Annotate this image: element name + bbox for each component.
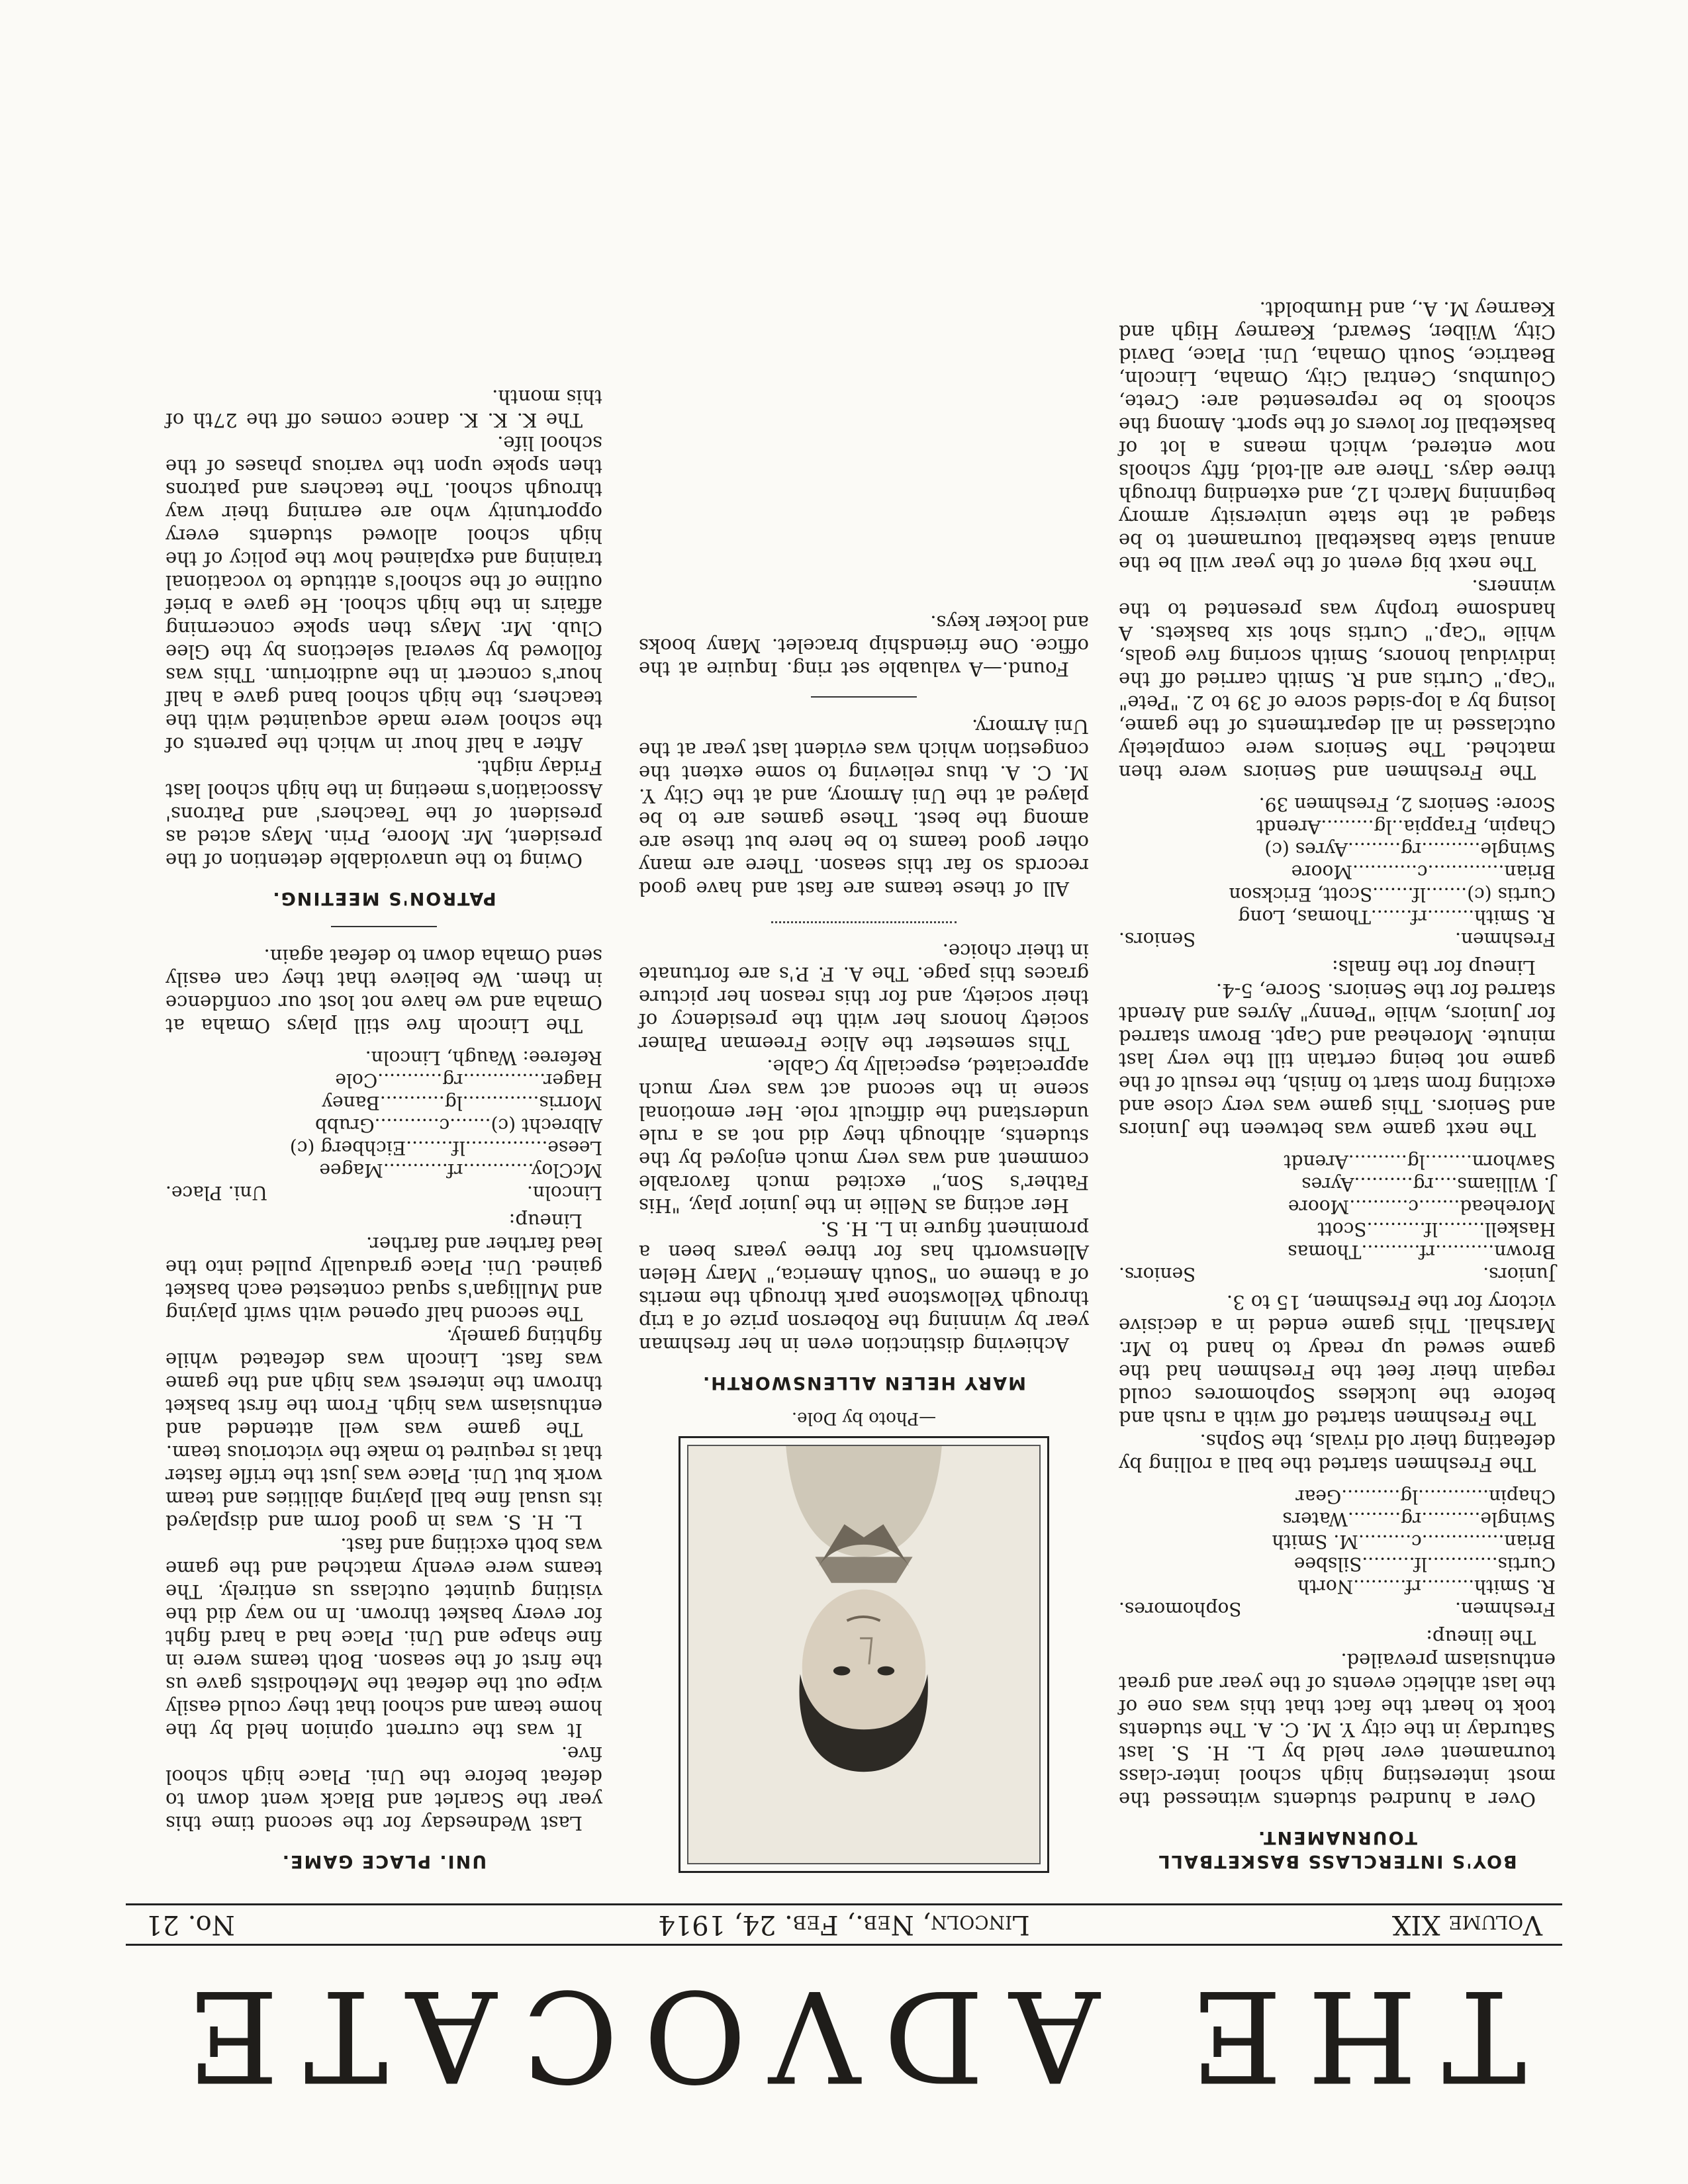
lineup-row: Brown..........rf..........Thomas	[1288, 1241, 1556, 1263]
issue-label: No. 21	[146, 1909, 235, 1940]
kkk-dance-note: The K. K. K. dance comes off the 27th of this month.	[165, 386, 602, 432]
uniplace-paragraph-3: L. H. S. was in good form and displayed its usual fine ball playing abilities and team work but Uni. Place was just the trifle faster that is required to make the victorious team.	[165, 1441, 602, 1533]
uniplace-paragraph-4: The game was well attended and enthusiasm was high. From the first basket thrown the interest was high and the game was fast. Lincoln was defeated while fighting gamely.	[165, 1326, 602, 1441]
portrait-illustration	[688, 1446, 1039, 1863]
lineup-row: Chapin............lg..........Gear	[1295, 1486, 1556, 1508]
found-notice: Found.—A valuable set ring. Inquire at the office. One friendship bracelet. Many books and locker keys.	[639, 612, 1089, 680]
uniplace-paragraph-5: The second half opened with swift playing and Mulligan's squad contested each basket gained. Uni. Place gradually pulled into the lead farther and farther.	[165, 1233, 602, 1325]
lineup-row: Sawhorn........lg..........Arendt	[1284, 1151, 1556, 1173]
tournament-intro: Over a hundred students witnessed the most interesting high school inter-class tournament ever held by L. H. S. last Saturday in the city Y. M. C. A. The students took to heart the fact that this was one of the last athletic events of the year and great enthusiasm prevailed.	[1119, 1649, 1556, 1811]
lineup-row: McCloy............rf...........Magee	[319, 1160, 602, 1181]
lineup-row: Curtis (c).......lf.......Scott, Erickson	[1229, 884, 1556, 905]
game1-lineup	[1119, 1485, 1556, 1620]
column-right	[165, 385, 602, 1873]
lineup-row: Albrecht (c).......c...........Grubb	[315, 1115, 602, 1136]
finals-intro: Lineup for the finals:	[1331, 956, 1536, 979]
uniplace-lineup	[165, 1046, 602, 1204]
photo-credit: —Photo by Dole.	[791, 1408, 937, 1428]
finals-score: Score: Seniors 2, Freshmen 39.	[1258, 794, 1556, 815]
lineup-row: Morris.............lg...........Baney	[322, 1092, 602, 1114]
referee: Referee: Waugh, Lincoln.	[365, 1047, 602, 1069]
date-label: Lincoln, Neb., Feb. 24, 1914	[658, 1909, 1030, 1940]
teams-note: All of these teams are fast and have good records so far this season. There are many other good teams to be here but these are among the best. These games are to be played at the Uni Armory, and at the City Y. M. C. A. thus relieving to some extent the congestion which was evident last year at the Uni Armory.	[639, 715, 1089, 900]
dateline	[126, 1903, 1562, 1946]
portrait-photo	[679, 1436, 1049, 1873]
lineup-row: Leese..............lf........Eichberg (c)	[289, 1137, 602, 1159]
column-middle	[639, 611, 1089, 1873]
state-tournament-text: The next big event of the year will be the annual state basketball tournament to be staged at the state university armory beginning March 12, and extending through three days. There are all-told, fifty schools now entered, which means a lot of basketball for lovers of the sport. Among the schools to be represented are: Crete, Columbus, Central City, Omaha, Lincoln, Beatrice, South Omaha, Uni. Place, David City, Wilber, Seward, Kearney High and Kearney M. A., and Humboldt.	[1119, 298, 1556, 575]
patrons-heading: PATRON'S MEETING.	[271, 888, 496, 909]
game1-text: The Freshmen started off with a rush and before the luckless Sophomores could regain their feet the Freshmen had the game sewed up ready to hand to Mr. Marshall. This game ended in a decisive victory for the Freshmen, 15 to 3.	[1119, 1291, 1556, 1430]
game1-intro: The Freshmen started the ball a rolling by defeating their old rivals, the Sophs.	[1119, 1430, 1556, 1476]
lineup-row: Brian.............c...........Moore	[1291, 861, 1556, 883]
uniplace-paragraph-1: Last Wednesday for the second time this year the Scarlet and Black went down to defeat before the Uni. Place high school five.	[165, 1743, 602, 1835]
uniplace-paragraph-6: The Lincoln five still plays Omaha at Omaha and we have not lost our confidence in them. We believe that they can easily send Omaha down to defeat again.	[165, 945, 602, 1037]
lineup-row: Swingle..........rg.........Ayres (c)	[1264, 839, 1556, 860]
lineup-row: R. Smith........rf.......Thomas, Long	[1238, 906, 1556, 928]
lineup-row: Haskell........lf..........Scott	[1317, 1218, 1556, 1240]
decorative-divider	[771, 915, 957, 923]
patrons-paragraph-2: After a half hour in which the parents of the school were made acquainted with the teachers, the high school band gave a half hour's concert in the auditorium. This was followed by several selections by the Glee Club. Mr. Mays then spoke concerning affairs in the high school. He gave a brief outline of the school's attitude to vocational training and explained how the policy of the high school allowed students every opportunity who are earning their way through school. The teachers and patrons then spoke upon the various phases of the school life.	[165, 432, 602, 756]
lineup-header: Lincoln. Uni. Place.	[165, 1182, 602, 1204]
lineup-row: Hager..............rg...........Cole	[335, 1069, 602, 1091]
lineup-row: Brian..............c.........M. Smith	[1272, 1531, 1556, 1553]
tournament-lineup-intro: The lineup:	[1426, 1626, 1536, 1649]
lineup-header: Freshmen. Sophomores.	[1119, 1598, 1556, 1620]
lineup-row: R. Smith.........rf.........North	[1297, 1576, 1556, 1598]
finals-text: The Freshmen and Seniors were then matched. The Seniors were completely outclassed in all departments of the game, losing by a lop-sided score of 39 to 2. "Pete" "Cap." Curtis and R. Smith carried off the individual honors, Smith scoring five goals, while "Cap." Curtis shot six baskets. A handsome trophy was presented to the winners.	[1119, 576, 1556, 784]
column-left	[1119, 297, 1556, 1873]
game2-text: The next game was between the Juniors and Seniors. This game was very close and exciting from start to finish, the result of the game not being certain till the very last minute. Morehead and Capt. Brown starred for Juniors, while "Penny" Ayres and Arendt starred for the Seniors. Score, 5-4.	[1119, 979, 1556, 1141]
lineup-header: Juniors. Seniors.	[1119, 1263, 1556, 1285]
uniplace-lineup-intro: Lineup:	[508, 1210, 583, 1232]
finals-lineup	[1119, 793, 1556, 950]
patrons-paragraph-1: Owing to the unavoidable detention of the president, Mr. Moore, Prin. Mays acted as president of the Teachers' and Patrons' Association's meeting in the high school last Friday night.	[165, 756, 602, 872]
section-divider	[811, 696, 917, 698]
portrait-image	[687, 1445, 1041, 1864]
lineup-row: Swingle..........rg.........Waters	[1282, 1508, 1556, 1530]
lineup-row: Chapin, Frappia..lg.........Arendt	[1256, 816, 1556, 838]
lineup-header: Freshmen. Seniors.	[1119, 929, 1556, 950]
uniplace-paragraph-2: It was the current opinion held by the home team and school that they could easily wipe out the defeat the Methodists gave us the first of the season. Both teams were in fine shape and Uni. Place had a hard fight for every basket thrown. In no way did the visiting quintet outclass us entirely. The teams were evenly matched and the game was both exciting and fast.	[165, 1534, 602, 1742]
uniplace-heading: UNI. PLACE GAME.	[281, 1851, 487, 1872]
photo-caption: MARY HELEN ALLENSWORTH.	[701, 1373, 1027, 1393]
lineup-row: J. Williams....rg..........Ayres	[1301, 1173, 1556, 1195]
lineup-row: Morehead.......c..........Moore	[1288, 1196, 1556, 1218]
allensworth-paragraph-1: Achieving distinction even in her freshman year by winning the Roberson prize of a trip through Yellowstone park through the merits of a theme on "South America," Mary Helen Allensworth has for three years been a prominent figure in L. H. S.	[639, 1218, 1089, 1356]
lineup-row: Curtis............lf.........Silsbee	[1293, 1553, 1556, 1575]
allensworth-paragraph-3: This semester the Alice Freeman Palmer society honors her with the presidency of their society, and for this reason her picture graces this page. The A. F. P.'s are fortunate in their choice.	[639, 940, 1089, 1055]
section-divider	[331, 926, 437, 927]
volume-label: Volume XIX	[1391, 1909, 1542, 1940]
game2-lineup	[1119, 1150, 1556, 1285]
masthead-title: THE ADVOCATE	[162, 1962, 1526, 2109]
tournament-heading: BOY'S INTERCLASS BASKETBALL TOURNAMENT.	[1157, 1827, 1517, 1872]
allensworth-paragraph-2: Her acting as Nellie in the junior play, "His Father's Son," excited much favorable comment and was very much enjoyed by the students, although they did not as a rule understand the difficult role. Her emotional scene in the second act was very much appreciated, especially by Cable.	[639, 1056, 1089, 1217]
